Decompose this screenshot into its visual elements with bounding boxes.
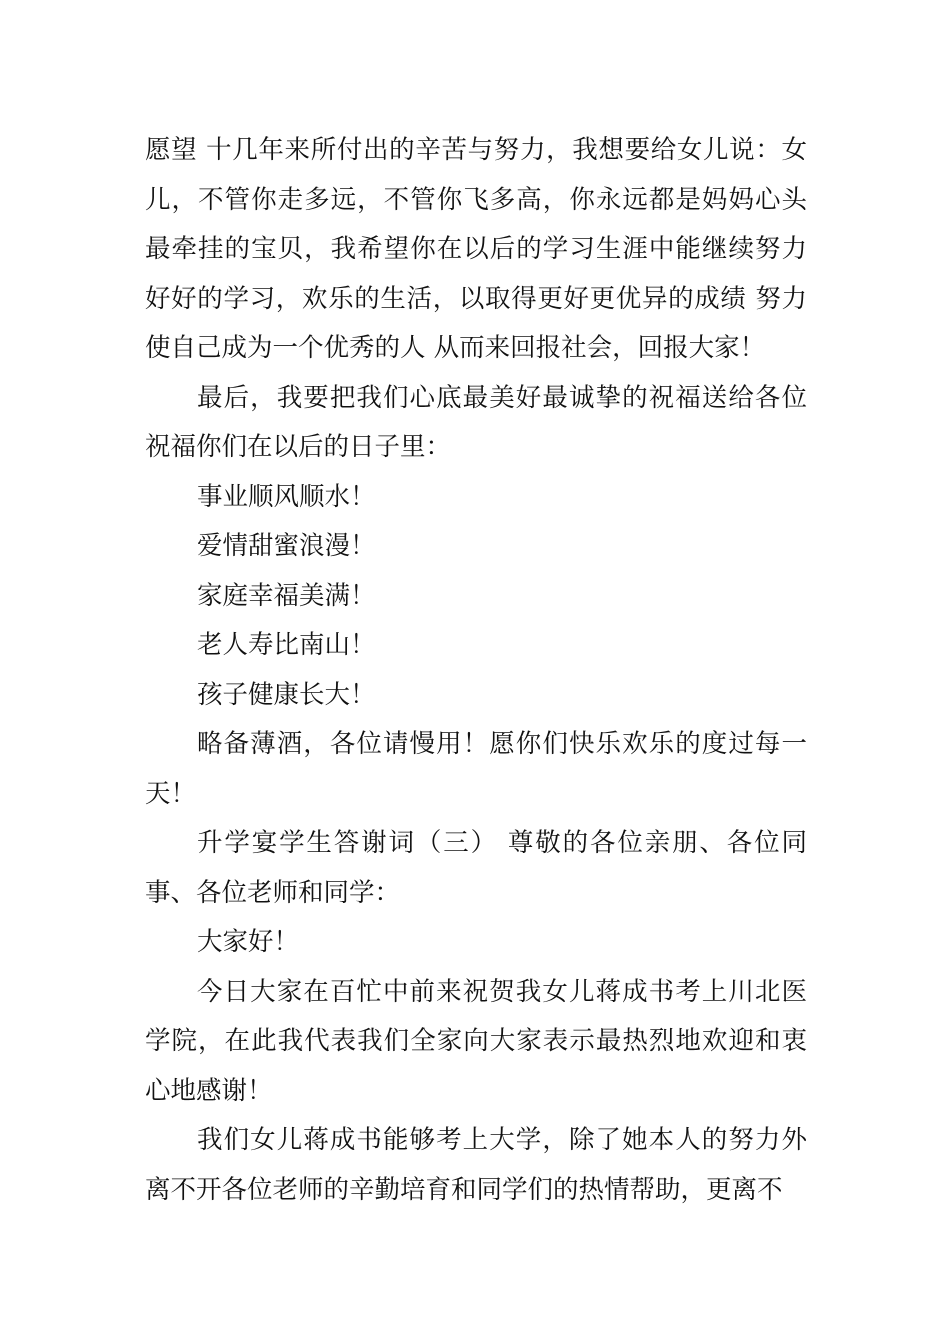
document-body [145,126,807,1215]
paragraph-toast: 略备薄酒，各位请慢用！愿你们快乐欢乐的度过每一天！ [145,729,807,809]
paragraph-final-blessing: 最后，我要把我们心底最美好最诚挚的祝福送给各位祝福你们在以后的日子里： [145,382,807,462]
blessing-line-love: 爱情甜蜜浪漫！ [197,531,376,561]
paragraph-greeting: 大家好！ [197,927,300,957]
blessing-line-career: 事业顺风顺水！ [197,481,376,512]
paragraph-wish-continued: 愿望 十几年来所付出的辛苦与努力，我想要给女儿说：女儿，不管你走多远，不管你飞多高，你永远都是妈妈心头最牵挂的宝贝，我希望你在以后的学习生涯中能继续努力好好的学习，欢乐的生活，以取得更好更优异的成绩 努力使自己成为一个优秀的人 从而来回报社会，回报大家！ [145,135,807,363]
paragraph-thanks: 我们女儿蒋成书能够考上大学，除了她本人的努力外离不开各位老师的辛勤培育和同学们的热情帮助，更离不 [145,1125,807,1205]
blessing-line-elders: 老人寿比南山！ [197,630,376,660]
section-heading-speech-three: 升学宴学生答谢词（三） 尊敬的各位亲朋、各位同事、各位老师和同学： [145,828,807,908]
blessing-line-children: 孩子健康长大！ [197,679,376,710]
paragraph-welcome: 今日大家在百忙中前来祝贺我女儿蒋成书考上川北医学院，在此我代表我们全家向大家表示最热烈地欢迎和衷心地感谢！ [145,976,807,1106]
blessing-line-family: 家庭幸福美满！ [197,580,376,611]
